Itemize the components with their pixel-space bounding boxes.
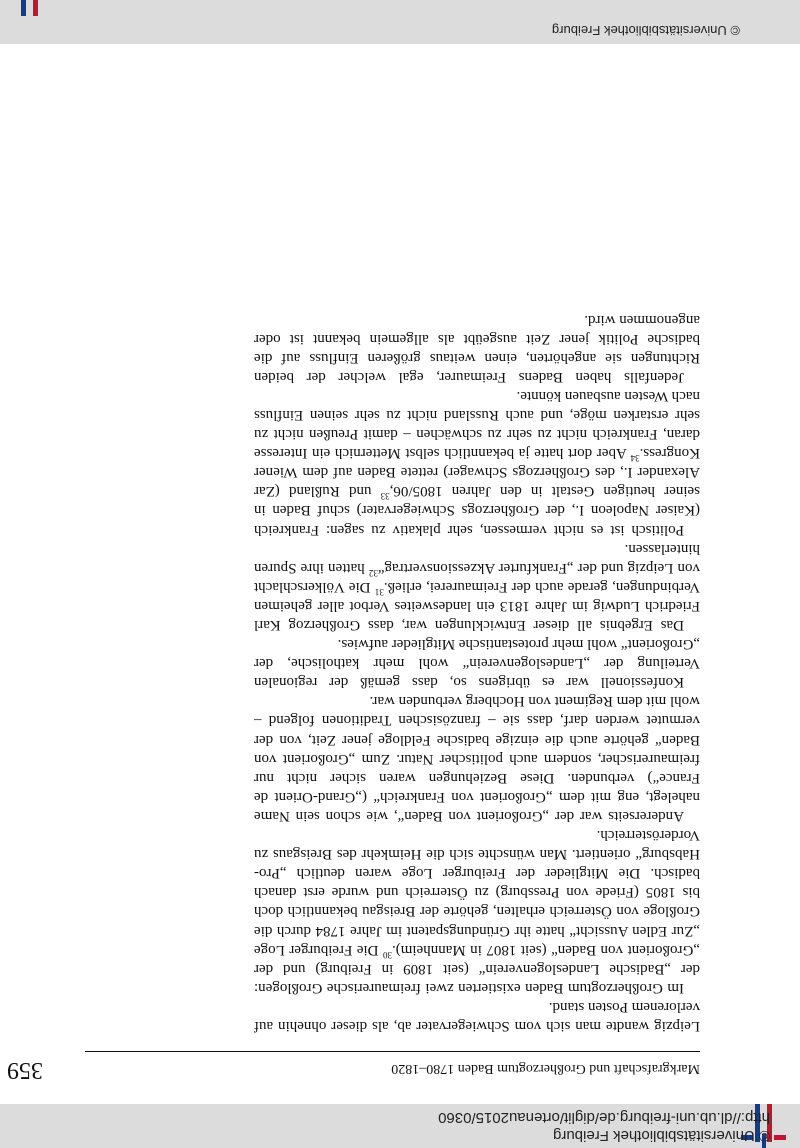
permalink-url[interactable]: http://dl.ub.uni-freiburg.de/diglit/ortenau2015/0360 xyxy=(438,1109,770,1126)
paragraph-text: Das Ergebnis all dieser Entwicklungen war, dass Großherzog Karl Friedrich Ludwig im Jahre 1813 ein landesweites Verbot aller geheimen Verbindungen, gerade auch der Freimaurerei, erließ. xyxy=(254,578,700,634)
university-logo-small-icon xyxy=(0,0,60,44)
paragraph-text: Die Freiburger Loge „Zur Edlen Aussicht“ hatte ihr Gründungspatent im Jahre 1784 durch die Großloge von Österreich erhalten, gehörte der Breisgau bekanntlich doch bis 1805 (Friede von Pressburg) zu Österreich und wurde erst danach badisch. Die Mitglieder der Freiburger Loge waren deutlich „Pro-Habsburg“ orientiert. Man wünschte sich die Heimkehr des Breisgaus zu Vorderösterreich. xyxy=(254,827,700,958)
paragraph xyxy=(254,386,700,539)
paragraph-text: Jedenfalls haben Badens Freimaurer, egal welcher der beiden Richtungen sie angehörten, einen weitaus größeren Einfluss auf die badische Politik jener Zeit ausgeübt als allgemein bekannt ist oder angenommen wird. xyxy=(254,311,700,385)
running-head-title: Markgrafschaft und Großherzogtum Baden 1780–1820 xyxy=(391,1061,700,1076)
paragraph-text: Leipzig wandte man sich vom Schwiegervater ab, als dieser ohnehin auf verlorenem Posten stand. xyxy=(254,998,700,1034)
footnote-marker: 30 xyxy=(382,949,392,960)
footnote-marker: 34 xyxy=(630,453,640,464)
library-copyright: © Universitätsbibliothek Freiburg xyxy=(553,1127,770,1144)
paragraph xyxy=(254,634,700,691)
footnote-marker: 33 xyxy=(380,491,390,502)
paragraph-text: und Rußland (Zar Alexander I., des Großherzogs Schwager) rettete Baden auf dem Wiener Kongress. xyxy=(253,445,700,500)
running-head xyxy=(7,1051,700,1086)
paragraph xyxy=(254,309,700,385)
footnote-marker: 31 xyxy=(374,586,384,597)
paragraph-text: Konfessionell war es übrigens so, dass gemäß der regionalen Verteilung der „Landeslogenverein“ wohl mehr katholische, der „Großorient“ wohl mehr protestantische Mitglieder aufwies. xyxy=(254,636,700,691)
paragraph-text: Politisch ist es nicht vermessen, sehr plakativ zu sagen: Frankreich (Kaiser Napoleon I., der Großherzogs Schwiegervater) schuf Baden in seiner heutigen Gestalt in den Jahren 1805/06, xyxy=(254,483,700,538)
library-header-bar xyxy=(0,0,800,44)
paragraph xyxy=(254,825,700,997)
paragraph-text: Aber dort hatte ja bekanntlich selbst Metternich ein Interesse daran, Frankreich nicht zu sehr zu schwächen – damit Preußen nicht zu sehr erstarken möge, und auch Russland nicht zu sehr seinen Einfluss nach Westen ausbauen könnte. xyxy=(254,387,700,462)
library-copyright-top: © Universitätsbibliothek Freiburg xyxy=(551,23,740,38)
paragraph xyxy=(254,691,700,825)
paragraph-text: Andererseits war der „Großorient von Baden“, wie schon sein Name nahelegt, eng mit dem „Großorient von Frankreich“ („Grand-Orient de France“) verbunden. Diese Beziehungen waren sicher nicht nur freimaurerischer, sondern auch politischer Natur. Zum „Großorient von Baden“ gehörte auch die einzige badische Feldloge jener Zeit, von der vermutet werden darf, dass sie – französischen Traditionen folgend – wohl mit dem Regiment von Hochberg verbunden war. xyxy=(254,693,700,824)
body-text xyxy=(254,309,700,1035)
paragraph-text: hatten ihre Spuren hinterlassen. xyxy=(253,540,700,576)
library-footer-bar xyxy=(0,1104,800,1148)
page-number: 359 xyxy=(7,1057,43,1083)
paragraph-text: Die Völkerschlacht von Leipzig und der „Frankfurter Akzessionsvertrag“ xyxy=(254,559,700,595)
paragraph-text: Im Großherzogtum Baden existierten zwei freimaurerische Großlogen: der „Badische Landeslogenverein“ (seit 1809 in Freiburg) und der „Großorient von Baden“ (seit 1807 in Mannheim). xyxy=(254,941,700,996)
paragraph xyxy=(254,539,700,634)
paragraph xyxy=(254,997,700,1035)
footnote-marker: 32 xyxy=(368,567,378,578)
